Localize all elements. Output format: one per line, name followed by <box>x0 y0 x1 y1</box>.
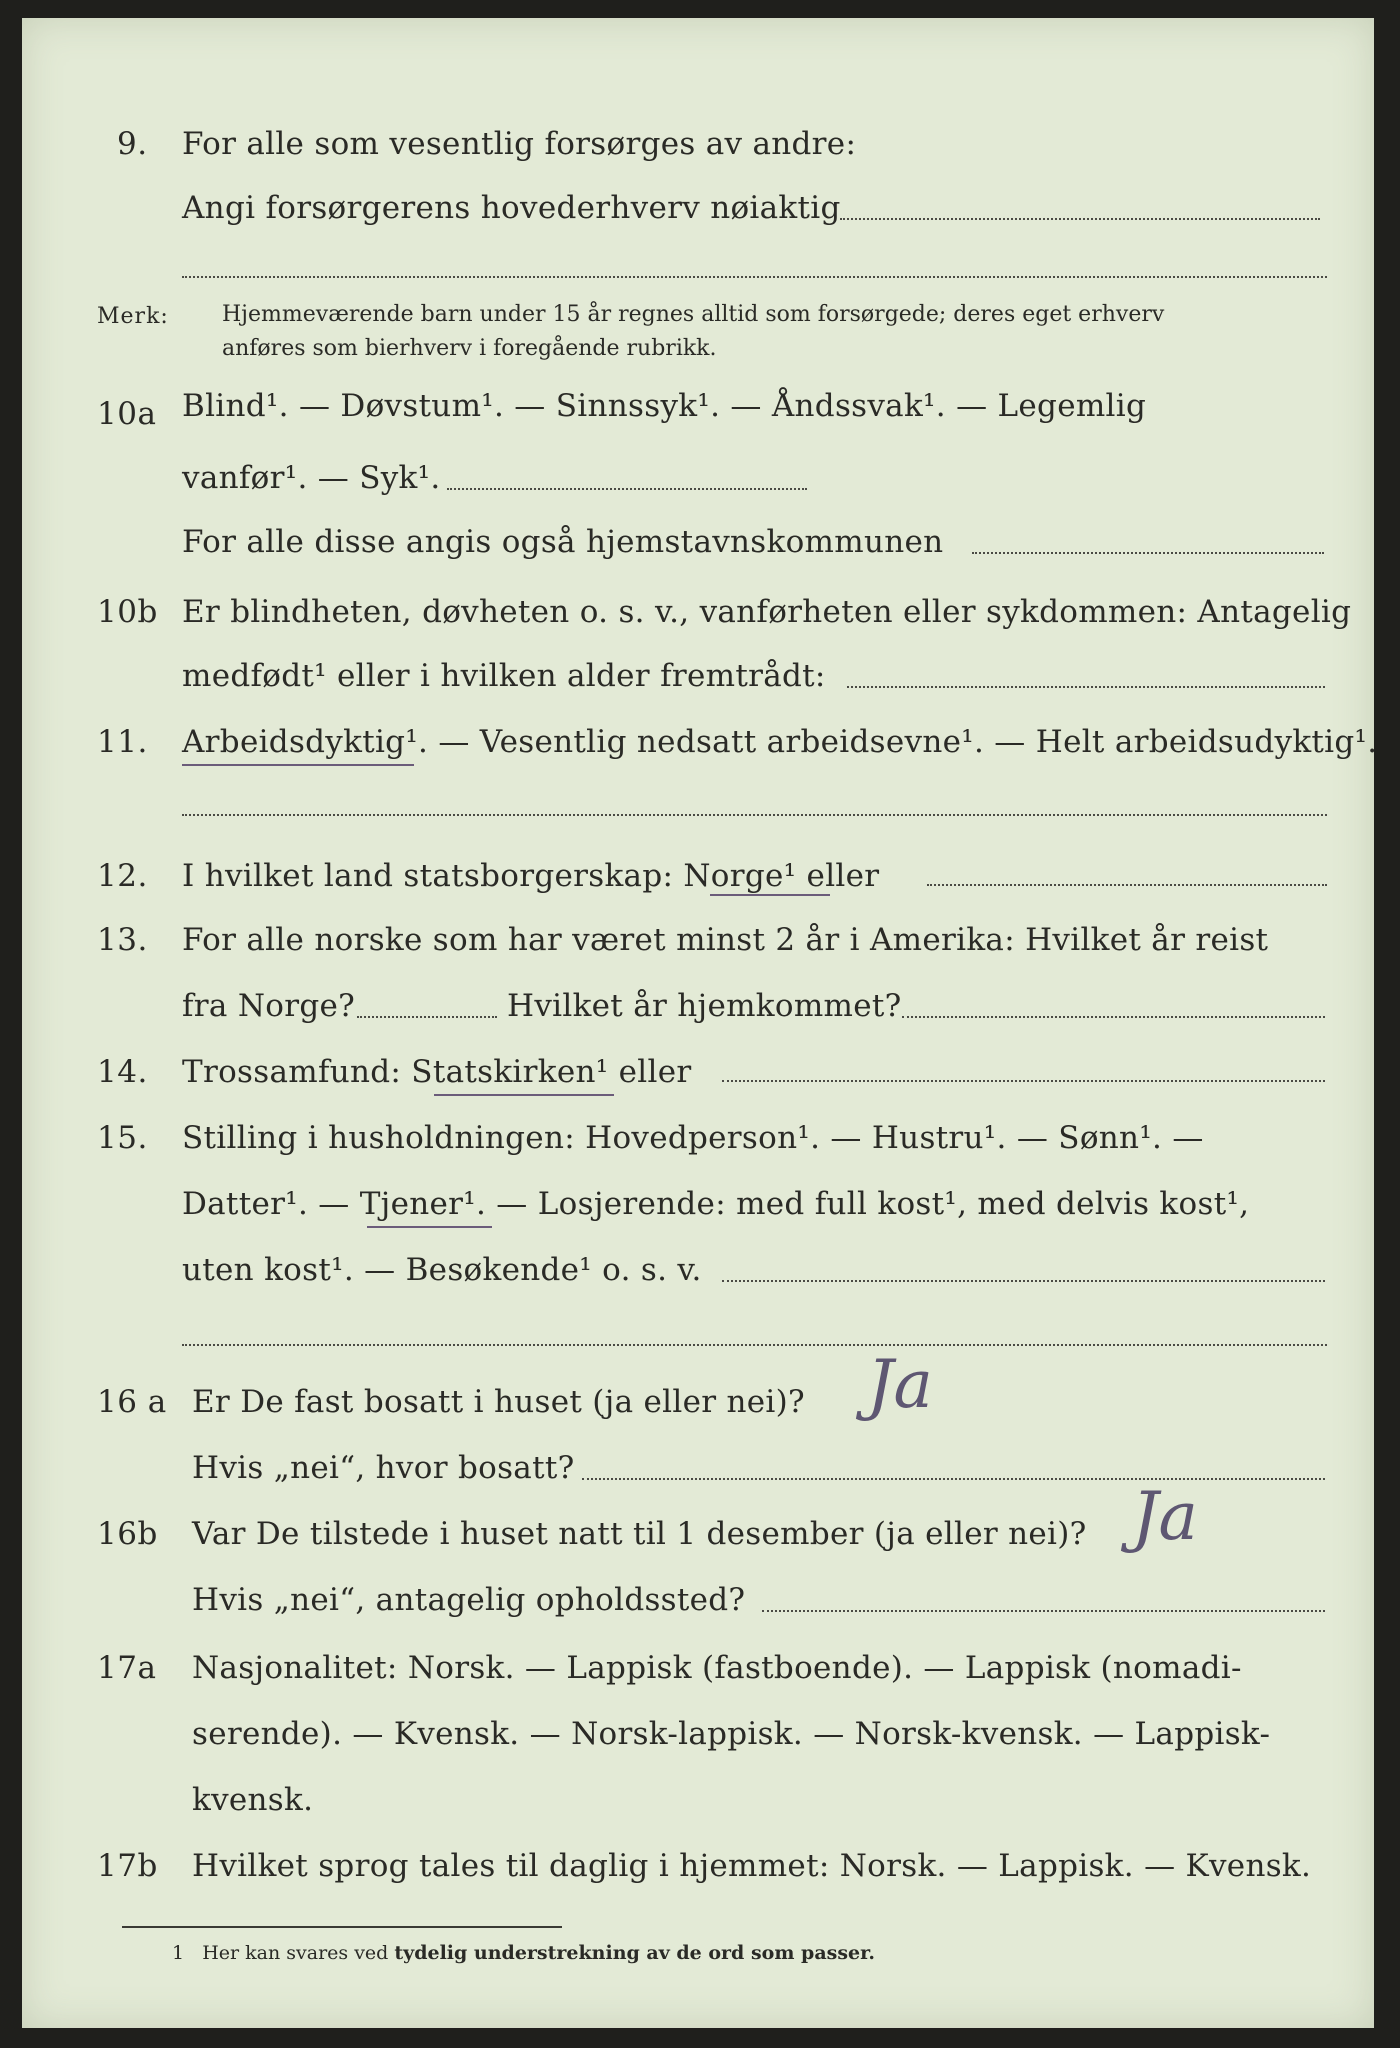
q12-answer-line[interactable] <box>927 884 1327 886</box>
q9-line2: Angi forsørgerens hovederhverv nøiaktig <box>182 190 841 226</box>
merk-label: Merk: <box>97 304 169 329</box>
q15-line2: Datter¹. — Tjener¹. — Losjerende: med full kost¹, med delvis kost¹, <box>182 1186 1250 1222</box>
footnote <box>172 1942 875 1964</box>
q9-answer-line-2[interactable] <box>182 276 1327 278</box>
q17a-line1: Nasjonalitet: Norsk. — Lappisk (fastboende). — Lappisk (nomadi- <box>192 1650 1242 1686</box>
q13-line2b: Hvilket år hjemkommet? <box>507 988 902 1024</box>
q16a-answer-line[interactable] <box>582 1478 1325 1480</box>
q14-number: 14. <box>97 1054 148 1090</box>
q17a-line3: kvensk. <box>192 1782 314 1818</box>
q16a-number: 16 a <box>97 1384 167 1420</box>
q9-number: 9. <box>117 126 148 162</box>
q15-line1: Stilling i husholdningen: Hovedperson¹. — Hustru¹. — Sønn¹. — <box>182 1120 1204 1156</box>
q15-line3: uten kost¹. — Besøkende¹ o. s. v. <box>182 1252 702 1288</box>
q16a-handwritten-answer: Ja <box>867 1346 933 1423</box>
q16b-number: 16b <box>97 1516 158 1552</box>
q15-underline-tjener <box>367 1226 492 1228</box>
merk-line1: Hjemmeværende barn under 15 år regnes alltid som forsørgede; deres eget erhverv <box>222 302 1165 327</box>
q11-line1: Arbeidsdyktig¹. — Vesentlig nedsatt arbeidsevne¹. — Helt arbeidsudyktig¹. <box>182 724 1378 760</box>
q12-underline-norge <box>710 894 830 896</box>
q10a-answer-line[interactable] <box>447 488 807 490</box>
q16b-line1: Var De tilstede i huset natt til 1 desember (ja eller nei)? <box>192 1516 1087 1552</box>
q16b-answer-line[interactable] <box>762 1610 1325 1612</box>
q11-answer-line[interactable] <box>182 814 1327 816</box>
q13-line1: For alle norske som har været minst 2 år i Amerika: Hvilket år reist <box>182 922 1269 958</box>
q14-line1: Trossamfund: Statskirken¹ eller <box>182 1054 692 1090</box>
q15-number: 15. <box>97 1120 148 1156</box>
q12-number: 12. <box>97 858 148 894</box>
footnote-divider <box>122 1926 562 1928</box>
q10a-line1: Blind¹. — Døvstum¹. — Sinnssyk¹. — Åndssvak¹. — Legemlig <box>182 388 1147 424</box>
q16b-handwritten-answer: Ja <box>1132 1478 1198 1555</box>
q10a-hjemstavn-line[interactable] <box>972 552 1324 554</box>
footnote-mark: 1 <box>172 1942 185 1964</box>
q9-line1: For alle som vesentlig forsørges av andre: <box>182 126 857 162</box>
q13-number: 13. <box>97 922 148 958</box>
q17a-number: 17a <box>97 1650 157 1686</box>
q10a-line2: vanfør¹. — Syk¹. <box>182 460 441 496</box>
q16a-line1: Er De fast bosatt i huset (ja eller nei)? <box>192 1384 805 1420</box>
q14-underline-statskirken <box>434 1094 614 1096</box>
q10b-number: 10b <box>97 594 158 630</box>
q17b-line1: Hvilket sprog tales til daglig i hjemmet: Norsk. — Lappisk. — Kvensk. <box>192 1848 1312 1884</box>
q10b-line2: medfødt¹ eller i hvilken alder fremtrådt: <box>182 658 826 694</box>
q10a-line3: For alle disse angis også hjemstavnskommunen <box>182 524 944 560</box>
q16a-line2: Hvis „nei“, hvor bosatt? <box>192 1450 575 1486</box>
q10a-number: 10a <box>97 396 157 432</box>
q14-answer-line[interactable] <box>722 1080 1325 1082</box>
q17b-number: 17b <box>97 1848 158 1884</box>
merk-line2: anføres som bierhverv i foregående rubrikk. <box>222 336 717 361</box>
q10b-line1: Er blindheten, døvheten o. s. v., vanførheten eller sykdommen: Antagelig <box>182 594 1352 630</box>
q11-number: 11. <box>97 724 148 760</box>
q16b-line2: Hvis „nei“, antagelig opholdssted? <box>192 1582 746 1618</box>
q13-hjemkommet-line[interactable] <box>902 1016 1325 1018</box>
q11-underline-arbeidsdyktig <box>182 764 414 766</box>
q12-line1: I hvilket land statsborgerskap: Norge¹ eller <box>182 858 880 894</box>
q9-answer-line[interactable] <box>840 218 1320 220</box>
q10b-answer-line[interactable] <box>847 686 1325 688</box>
census-form-page <box>22 18 1378 2028</box>
q15-answer-line[interactable] <box>722 1280 1325 1282</box>
footnote-bold: tydelig understrekning av de ord som passer. <box>394 1942 875 1964</box>
q15-answer-line-2[interactable] <box>182 1344 1327 1346</box>
q13-reist-line[interactable] <box>357 1016 497 1018</box>
footnote-text: Her kan svares ved <box>202 1942 389 1964</box>
q17a-line2: serende). — Kvensk. — Norsk-lappisk. — Norsk-kvensk. — Lappisk- <box>192 1716 1271 1752</box>
q13-line2a: fra Norge? <box>182 988 356 1024</box>
